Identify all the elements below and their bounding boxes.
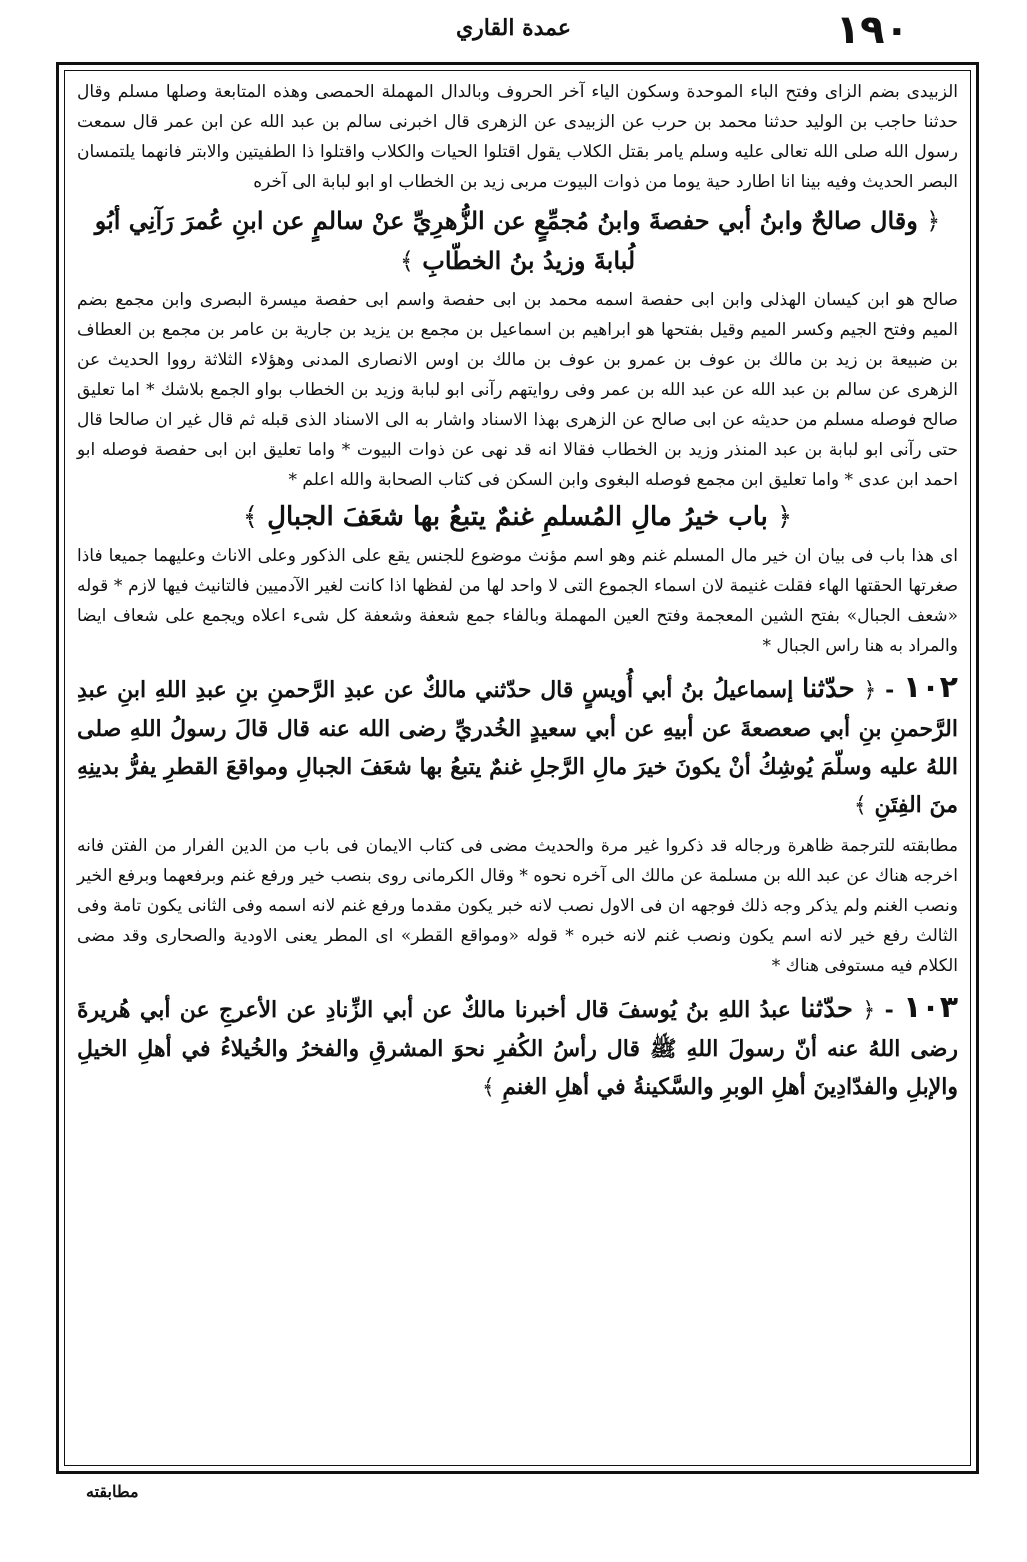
page-number: ١٩٠ xyxy=(835,7,909,53)
hadith-text xyxy=(77,669,958,825)
commentary-paragraph: مطابقته للترجمة ظاهرة ورجاله قد ذكروا غير مرة والحديث مضى فى كتاب الايمان فى باب من الدين الفرار من الفتن فانه اخرجه هناك عن عبد الله بن مسلمة عن مالك الى آخره نحوه * وقال الكرمانى روى بنصب خير ورفع غنم وبرفعهما وبرفع الخير ونصب الغنم ولم يذكر وجه ذلك فوجهه ان فى الاول نصب لانه خبر يكون مقدما ورفع غنم لانه اسمه وفى الثانى يكون تامة وفى الثالث رفع خير لانه اسم يكون ونصب غنم لانه خبره * قوله «ومواقع القطر» اى المطر يعنى الاودية والصحارى وقد مضى الكلام فيه مستوفى هناك * xyxy=(77,836,958,976)
hadith-number: ١٠٢ xyxy=(903,670,958,705)
catchword: مطابقته xyxy=(86,1482,139,1501)
haddathana-word: حدّثنا xyxy=(800,994,853,1024)
chapter-heading xyxy=(77,497,958,537)
hadith-text xyxy=(77,989,958,1107)
commentary-paragraph: الزبيدى بضم الزاى وفتح الباء الموحدة وسكون الياء آخر الحروف وبالدال المهملة الحمصى وهذه المتابعة وصلها مسلم وقال حدثنا حاجب بن الوليد حدثنا محمد بن حرب عن الزبيدى عن الزهرى قال اخبرنى سالم بن عبد الله عن ابن عمر قال سمعت رسول الله صلى الله تعالى عليه وسلم يامر بقتل الكلاب يقول اقتلوا الحيات والكلاب واقتلوا ذا الطفيتين والابتر فانهما يلتمسان البصر الحديث وفيه بينا انا اطارد حية يوما من ذوات البيوت مربى زيد بن الخطاب او ابو لبابة الى آخره xyxy=(77,82,958,192)
hadith-body: عبدُ اللهِ بنُ يُوسفَ قال أخبرنا مالكٌ عن أبي الزِّنادِ عن الأعرجِ عن أبي هُريرةَ رضى اللهُ عنه أنّ رسولَ اللهِ ﷺ قال رأسُ الكُفرِ نحوَ المشرقِ والفخرُ والخُيلاءُ في أهلِ الخيلِ والإبلِ والفدّادِينَ أهلِ الوبرِ والسَّكينةُ في أهلِ الغنمِ xyxy=(77,997,958,1100)
commentary-paragraph: صالح هو ابن كيسان الهذلى وابن ابى حفصة اسمه محمد بن ابى حفصة واسم ابى حفصة ميسرة البصرى وابن مجمع بضم الميم وفتح الجيم وكسر الميم وقيل بفتحها هو ابراهيم بن اسماعيل بن مجمع بن يزيد بن جارية بن عامر بن مجمع بن العطاف بن ضبيعة بن زيد بن مالك بن عوف بن عمرو بن عوف بن مالك بن اوس الانصارى المدنى وهؤلاء الثلاثة رووا الحديث عن الزهرى عن سالم بن عبد الله عن عبد الله بن عمر وفى روايتهم رآنى ابو لبابة وزيد بن الخطاب بواو الجمع بلاشك * اما تعليق صالح فوصله مسلم من حديثه عن ابى صالح عن الزهرى بهذا الاسناد واشار به الى الاسناد الذى قبله ثم قال غير ان صالحا قال حتى رآنى ابو لبابة بن عبد المنذر وزيد بن الخطاب فقالا انه قد نهى عن ذوات البيوت * واما تعليق ابن ابى حفصة فوصله ابو احمد ابن عدى * واما تعليق ابن مجمع فوصله البغوى وابن السكن فى كتاب الصحابة والله اعلم * xyxy=(77,290,958,490)
matn-text xyxy=(77,201,958,281)
matn-body: وقال صالحٌ وابنُ أبي حفصةَ وابنُ مُجمِّعٍ عن الزُّهرِيِّ عنْ سالمٍ عن ابنِ عُمرَ رَآنِي أبُو لُبابةَ وزيدُ بنُ الخطّابِ xyxy=(94,206,918,275)
running-title: عمدة القاري xyxy=(455,15,572,41)
ornament-open: ﴿ xyxy=(926,207,941,235)
hadith-dash: - xyxy=(884,997,894,1023)
chapter-title: باب خيرُ مالِ المُسلمِ غنمٌ يتبعُ بها شعَفَ الجبالِ xyxy=(267,502,768,532)
commentary-paragraph: اى هذا باب فى بيان ان خير مال المسلم غنم وهو اسم مؤنث موضوع للجنس يقع على الذكور وعلى الاناث وعليهما جميعا فاذا صغرتها الحقتها الهاء فقلت غنيمة لان اسماء الجموع التى لا واحد لها من لفظها اذا كانت لغير الآدميين فالتانيث فيها لازم * قوله «شعف الجبال» بفتح الشين المعجمة وفتح العين المهملة وبالفاء جمع شعفة وشعفة كل شىء اعلاه ويجمع على شعاف ايضا والمراد به هنا راس الجبال * xyxy=(77,546,958,656)
ornament-close: ﴾ xyxy=(242,502,259,532)
ornament-open: ﴿ xyxy=(863,678,877,703)
ornament-close: ﴾ xyxy=(853,793,867,818)
hadith-body: إسماعيلُ بنُ أبي أُويسٍ قال حدّثني مالكٌ عن عبدِ الرَّحمنِ بنِ عبدِ اللهِ ابنِ عبدِ الرَّحمنِ بنِ أبي صعصعةَ عن أبيهِ عن أبي سعيدٍ الخُدريِّ رضى الله عنه قال قالَ رسولُ اللهِ صلى اللهُ عليه وسلّمَ يُوشِكُ أنْ يكونَ خيرَ مالِ الرَّجلِ غنمٌ يتبعُ بها شعَفَ الجبالِ ومواقعَ القطرِ يفرُّ بدينِهِ منَ الفِتَنِ xyxy=(77,677,958,818)
haddathana-word: حدّثنا xyxy=(801,674,855,704)
page-frame xyxy=(64,70,971,1466)
ornament-close: ﴾ xyxy=(481,1075,495,1100)
ornament-close: ﴾ xyxy=(399,247,414,275)
page-content xyxy=(77,77,958,1107)
hadith-dash: - xyxy=(885,677,895,703)
page-header xyxy=(0,0,1027,60)
ornament-open: ﴿ xyxy=(862,998,876,1023)
hadith-number: ١٠٣ xyxy=(903,990,959,1025)
ornament-open: ﴿ xyxy=(776,502,793,532)
